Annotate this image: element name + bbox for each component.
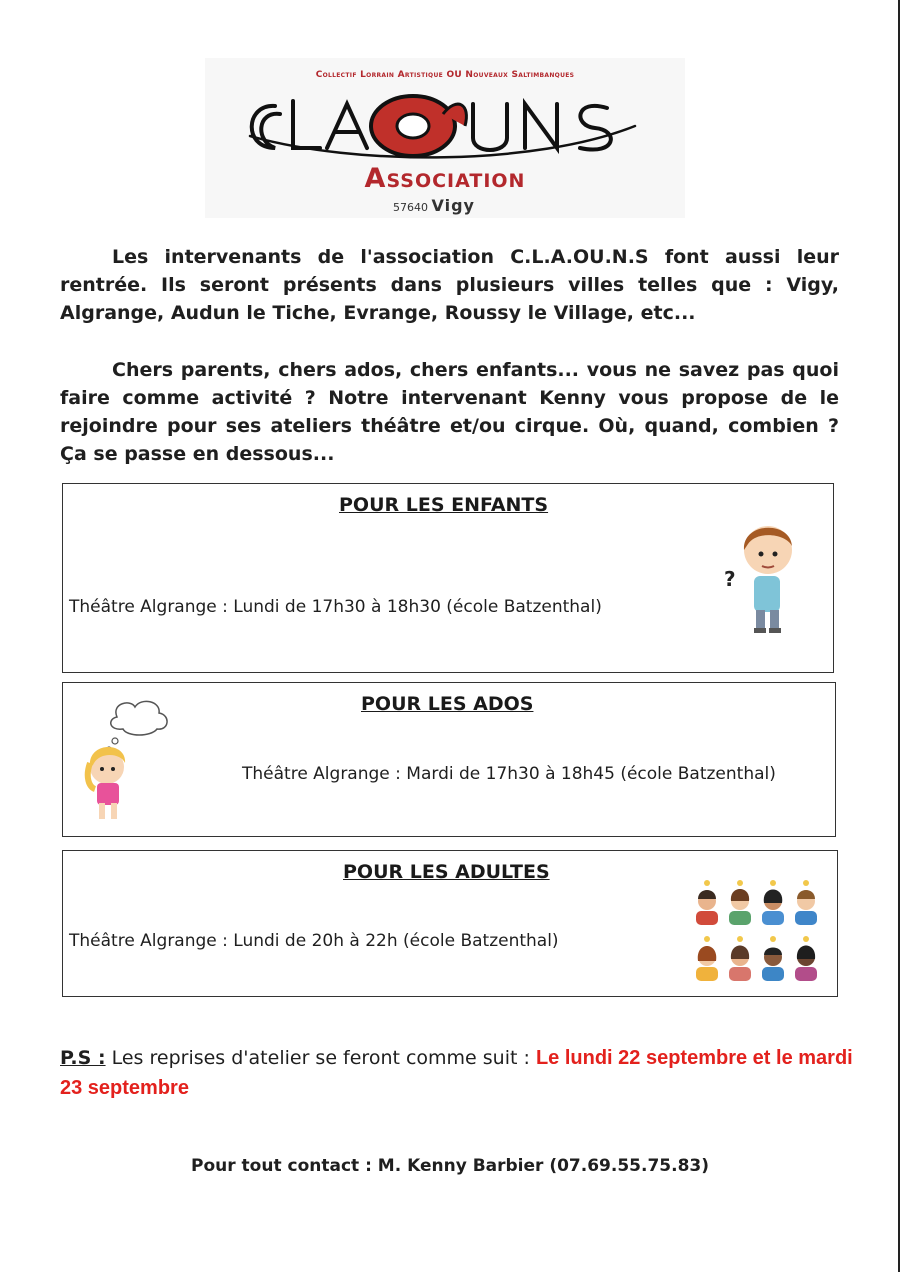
svg-text:?: ?	[724, 567, 736, 591]
adults-group-icon	[691, 877, 825, 983]
section-title-ados: POUR LES ADOS	[361, 693, 534, 715]
section-line-adultes: Théâtre Algrange : Lundi de 20h à 22h (école Batzenthal)	[69, 931, 559, 951]
logo-wordmark	[235, 86, 655, 166]
section-line-ados: Théâtre Algrange : Mardi de 17h30 à 18h45 (école Batzenthal)	[242, 764, 776, 784]
thinking-boy-icon	[718, 514, 808, 636]
intro-paragraph-1: Les intervenants de l'association C.L.A.OU.N.S font aussi leur rentrée. Ils seront présents dans plusieurs villes telles que : Vigy, Algrange, Audun le Tiche, Evrange, Roussy le Village, etc...	[60, 246, 839, 324]
logo-tagline: Collectif Lorrain Artistique OU Nouveaux Saltimbanques	[315, 70, 575, 80]
section-ados	[62, 682, 836, 837]
intro-paragraph-2: Chers parents, chers ados, chers enfants... vous ne savez pas quoi faire comme activité ? Notre intervenant Kenny vous propose de le rejoindre pour ses ateliers théâtre et/ou cirque. Où, quand, combien ? Ça se passe en dessous...	[60, 359, 839, 465]
ps-label: P.S :	[60, 1047, 106, 1069]
section-title-adultes: POUR LES ADULTES	[343, 861, 550, 883]
ps-text: Les reprises d'atelier se feront comme suit :	[111, 1047, 530, 1069]
logo-postcode: 57640	[393, 201, 428, 214]
section-line-enfants: Théâtre Algrange : Lundi de 17h30 à 18h30 (école Batzenthal)	[69, 597, 602, 617]
logo-city	[393, 196, 475, 215]
section-adultes	[62, 850, 838, 997]
section-title-enfants: POUR LES ENFANTS	[339, 494, 549, 516]
thinking-girl-icon	[77, 697, 177, 825]
logo-subtitle: Association	[364, 163, 526, 194]
claouns-logo	[205, 58, 685, 218]
section-enfants	[62, 483, 834, 673]
logo-city-name: Vigy	[431, 196, 475, 215]
contact-line: Pour tout contact : M. Kenny Barbier (07.69.55.75.83)	[191, 1156, 709, 1176]
ps-highlight: Le lundi 22 septembre et le mardi 23 septembre	[60, 1047, 853, 1099]
ps-note	[60, 1043, 860, 1103]
